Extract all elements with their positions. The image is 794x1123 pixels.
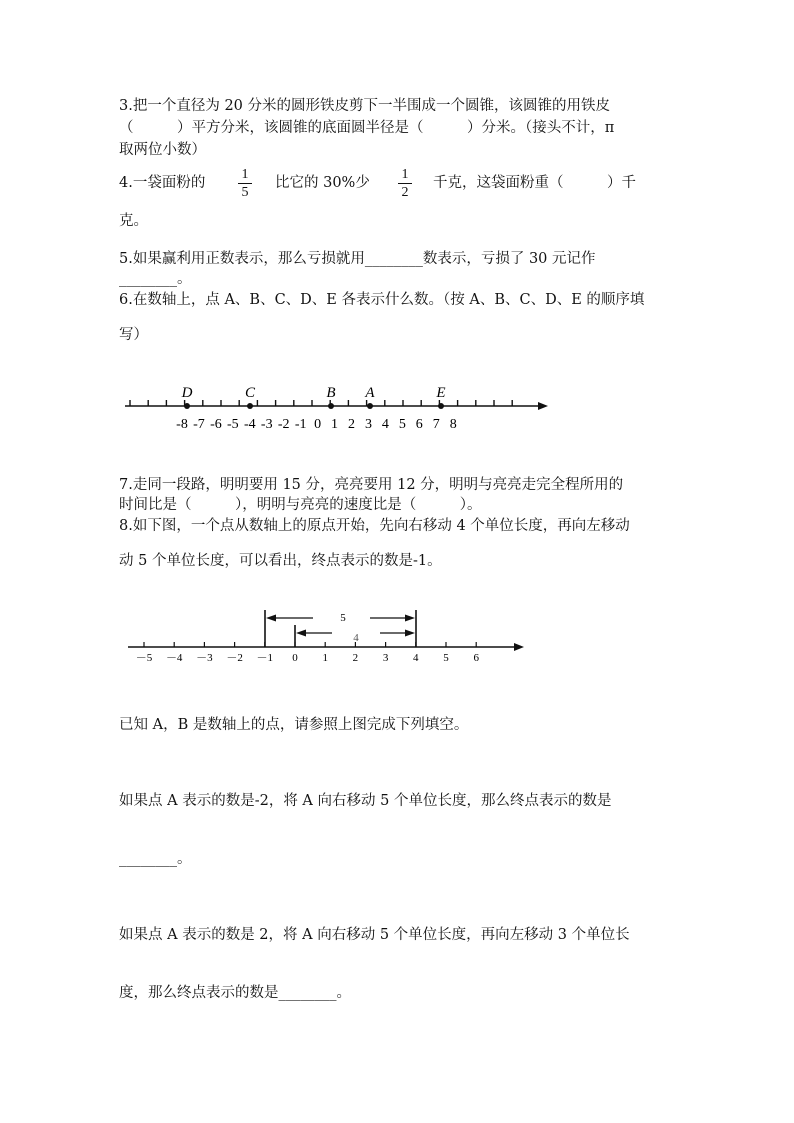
tick-label: 4 [381,417,389,432]
q8-sub2-line2: 度，那么终点表示的数是________。 [119,985,351,1001]
tick-label: 6 [473,652,479,664]
q4-fraction-2-numerator: 1 [401,167,409,182]
tick-label: 1 [331,417,339,432]
q4-fraction-1-denominator: 5 [241,185,249,200]
q8-number-line [0,605,794,670]
q8-line2: 动 5 个单位长度，可以看出，终点表示的数是-1。 [119,553,442,569]
q8-sub2-line1: 如果点 A 表示的数是 2，将 A 向右移动 5 个单位长度，再向左移动 3 个单位长 [119,927,630,943]
point-b-dot [328,403,334,409]
q8-intro: 已知 A，B 是数轴上的点，请参照上图完成下列填空。 [119,717,469,733]
tick-label: -4 [243,417,256,432]
right-arrowhead-icon [405,630,415,637]
point-c-dot [247,403,253,409]
tick-label: 3 [382,652,389,664]
point-c-label: C [244,385,256,401]
tick-label: -1 [294,417,307,432]
right-arrowhead-icon [405,615,415,622]
point-a-label: A [365,385,375,401]
point-e-label: E [436,385,446,401]
q5-line2: ________。 [119,271,192,287]
tick-label: 0 [292,652,298,664]
tick-label: 4 [413,652,419,664]
tick-label: -2 [277,417,290,432]
q8-sub1-line2: ________。 [119,851,192,867]
fraction-bar [238,183,252,184]
left-arrowhead-icon [296,630,306,637]
q5-line1: 5.如果赢利用正数表示，那么亏损就用________数表示，亏损了 30 元记作 [119,251,596,267]
move-left-label: 5 [340,612,346,624]
q8-line1: 8.如下图，一个点从数轴上的原点开始，先向右移动 4 个单位长度，再向左移动 [119,518,630,534]
tick-label: 6 [415,417,423,432]
q4-fraction-1-numerator: 1 [241,167,249,182]
q3-line3: 取两位小数） [119,142,206,158]
tick-label: －4 [165,652,183,664]
tick-label: －5 [135,652,153,664]
point-b-label: B [326,385,336,401]
tick-label: -6 [210,417,222,432]
q6-line1: 6.在数轴上，点 A、B、C、D、E 各表示什么数。（按 A、B、C、D、E 的顺序填 [119,292,645,308]
tick-label: 5 [443,652,449,664]
axis-arrow-icon [538,402,548,410]
q3-line2: （ ）平方分米，该圆锥的底面圆半径是（ ）分米。（接头不计，π [119,120,615,136]
tick-label: 8 [449,417,457,432]
tick-label: -8 [176,417,188,432]
tick-label: －2 [226,652,243,664]
point-d-dot [184,403,190,409]
q4-part2: 比它的 30%少 [275,175,370,191]
q7-line1: 7.走同一段路，明明要用 15 分，亮亮要用 12 分，明明与亮亮走完全程所用的 [119,477,624,493]
q6-number-line [0,375,794,435]
tick-label: 3 [364,417,372,432]
q6-line2: 写） [119,327,148,343]
tick-label: 1 [322,652,328,664]
q4-part1: 4.一袋面粉的 [119,175,206,191]
q4-part3: 千克，这袋面粉重（ ）千 [433,175,636,191]
axis-arrow-icon [514,643,524,651]
q4-line2: 克。 [119,213,148,229]
q4-fraction-2 [398,167,412,200]
point-e-dot [438,403,444,409]
left-arrowhead-icon [266,615,276,622]
q7-line2: 时间比是（ ），明明与亮亮的速度比是（ ）。 [119,497,482,513]
fraction-bar [398,183,412,184]
tick-label: -3 [260,417,273,432]
point-a-dot [367,403,373,409]
tick-label: 5 [398,417,406,432]
tick-label: 2 [352,652,359,664]
tick-label: －1 [256,652,274,664]
q4-fraction-2-denominator: 2 [401,185,409,200]
tick-label: 7 [432,417,440,432]
move-right-label: 4 [353,632,359,644]
tick-label: 0 [314,417,322,432]
q3-line1: 3.把一个直径为 20 分米的圆形铁皮剪下一半围成一个圆锥，该圆锥的用铁皮 [119,98,611,114]
tick-label: －3 [196,652,213,664]
point-d-label: D [181,385,193,401]
tick-label: -7 [193,417,205,432]
tick-label: 2 [348,417,355,432]
q4-fraction-1 [238,167,252,200]
tick-label: -5 [227,417,239,432]
q8-sub1-line1: 如果点 A 表示的数是-2，将 A 向右移动 5 个单位长度，那么终点表示的数是 [119,793,612,809]
